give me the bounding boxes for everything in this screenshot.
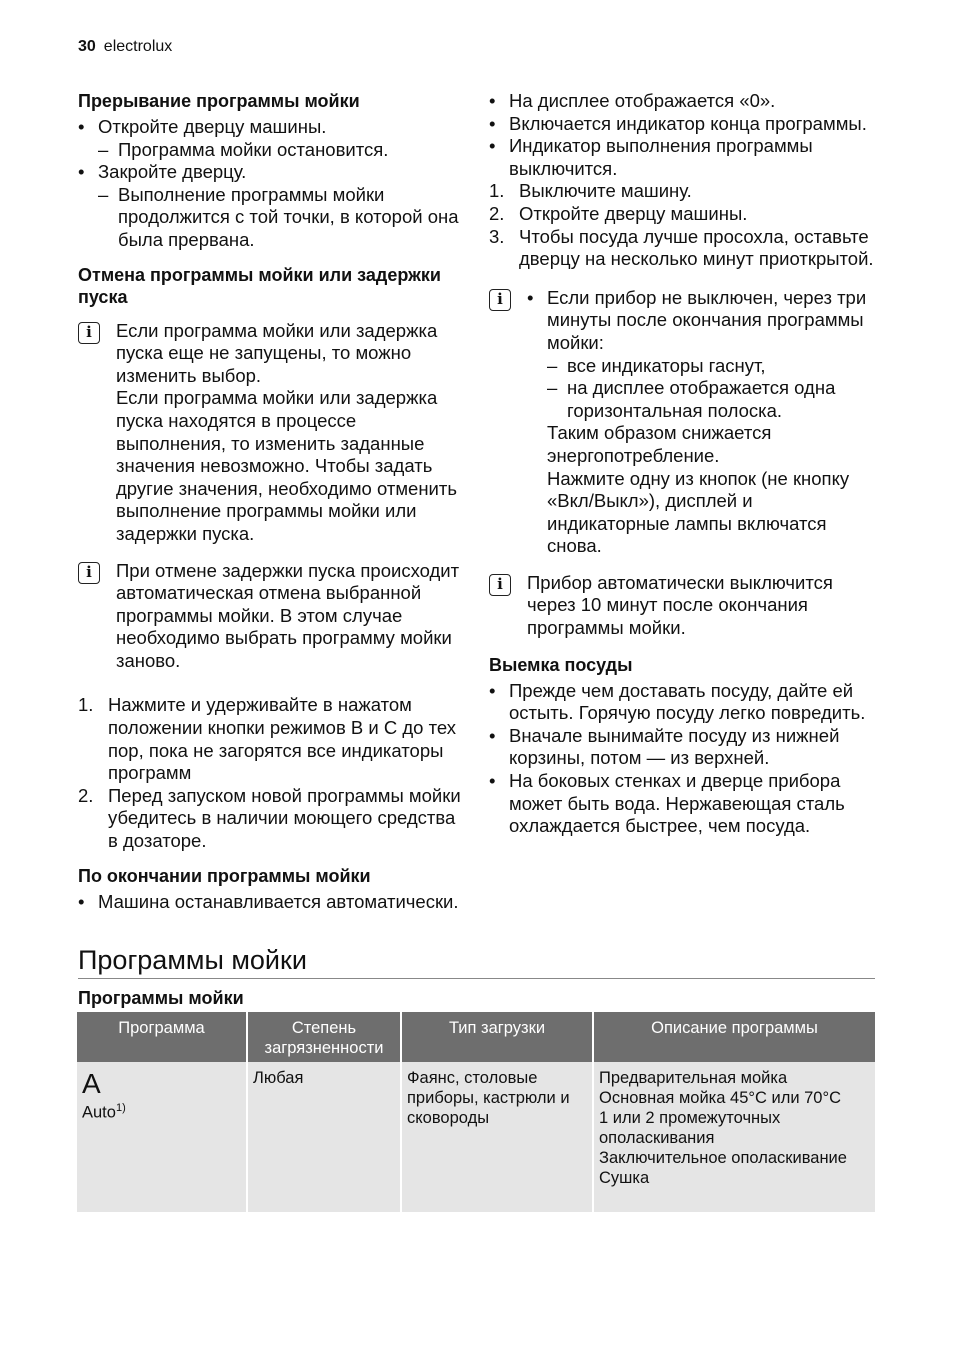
soil-cell: Любая xyxy=(247,1062,401,1212)
list-item: • Закройте дверцу. xyxy=(78,161,468,184)
description-line: Сушка xyxy=(599,1169,650,1187)
step-text: Нажмите и удерживайте в нажатом положении кнопки режимов B и C до тех пор, пока не загорятся все индикаторы программ xyxy=(108,694,456,784)
step-text: Чтобы посуда лучше просохла, оставьте дверцу на несколько минут приоткрытой. xyxy=(519,225,874,270)
interrupt-section xyxy=(78,90,468,252)
info-note xyxy=(78,320,468,546)
list-subitem: – Выполнение программы мойки продолжится с той точки, в которой она была прервана. xyxy=(78,184,468,252)
auto-program-symbol: A xyxy=(82,1068,101,1099)
page-header xyxy=(78,38,172,56)
right-column xyxy=(489,90,879,850)
list-item: • Включается индикатор конца программы. xyxy=(489,113,879,136)
info-icon: i xyxy=(78,562,100,584)
list-item: • Прежде чем доставать посуду, дайте ей остыть. Горячую посуду легко повредить. xyxy=(489,680,879,725)
step-item: 2. Откройте дверцу машины. xyxy=(489,202,748,224)
note-bullet: • Если прибор не выключен, через три минуты после окончания программы мойки: xyxy=(527,287,879,355)
step-text: Выключите машину. xyxy=(519,180,692,202)
info-icon: i xyxy=(78,322,100,344)
brand-name: electrolux xyxy=(103,38,173,55)
interrupt-title: Прерывание программы мойки xyxy=(78,91,360,111)
step-text: Перед запуском новой программы мойки убедитесь в наличии моющего средства в дозаторе. xyxy=(108,784,461,852)
program-name: Auto xyxy=(82,1103,116,1122)
step-text: Откройте дверцу машины. xyxy=(519,202,748,224)
note-text: Прибор автоматически выключится через 10 минут после окончания программы мойки. xyxy=(527,571,833,639)
note-text: Если программа мойки или задержка пуска еще не запущены, то можно изменить выбор. xyxy=(116,319,438,386)
note-text: Таким образом снижается энергопотребление. xyxy=(547,422,772,466)
description-line: Заключительное ополаскивание xyxy=(599,1149,847,1167)
column-header: Тип загрузки xyxy=(401,1012,593,1062)
info-note xyxy=(489,572,879,640)
list-item: • На дисплее отображается «0». xyxy=(489,90,879,113)
step-item: 1. Выключите машину. xyxy=(489,180,692,202)
footnote-marker: 1) xyxy=(115,1102,126,1114)
step-item: 3. Чтобы посуда лучше просохла, оставьте дверцу на несколько минут приоткрытой. xyxy=(489,225,874,270)
info-note xyxy=(489,287,879,558)
step-item: 1. Нажмите и удерживайте в нажатом положении кнопки режимов B и C до тех пор, пока не загорятся все индикаторы программ xyxy=(78,694,456,784)
list-subitem: – Программа мойки остановится. xyxy=(78,139,468,162)
description-line: Основная мойка 45°C или 70°C xyxy=(599,1089,841,1107)
column-header: Описание программы xyxy=(593,1012,875,1062)
end-section xyxy=(78,865,468,914)
note-text: Если программа мойки или задержка пуска находятся в процессе выполнения, то изменить заданные значения невозможно. Чтобы задать другие значения, необходимо отменить выполнение программы мойки или задержки пуска. xyxy=(116,387,457,544)
column-header: Степень загрязненности xyxy=(247,1012,401,1062)
cancel-title: Отмена программы мойки или задержки пуска xyxy=(78,264,441,307)
table-row xyxy=(77,1062,875,1212)
program-cell xyxy=(77,1062,247,1212)
end-steps xyxy=(489,180,879,270)
description-line: 1 или 2 промежуточных ополаскивания xyxy=(599,1109,781,1147)
end-list xyxy=(78,891,468,914)
left-column xyxy=(78,90,468,925)
cancel-steps xyxy=(78,694,468,852)
info-icon: i xyxy=(489,574,511,596)
list-item: • На боковых стенках и дверце прибора может быть вода. Нержавеющая сталь охлаждается быстрее, чем посуда. xyxy=(489,770,879,838)
unload-list xyxy=(489,680,879,838)
list-item: • Машина останавливается автоматически. xyxy=(78,891,468,914)
page-number: 30 xyxy=(78,38,96,55)
description-line: Предварительная мойка xyxy=(599,1069,788,1087)
note-text: Нажмите одну из кнопок (не кнопку «Вкл/Выкл»), дисплей и индикаторные лампы включатся снова. xyxy=(547,467,850,557)
list-item: • Индикатор выполнения программы выключится. xyxy=(489,135,879,180)
description-cell xyxy=(593,1062,875,1212)
step-item: 2. Перед запуском новой программы мойки убедитесь в наличии моющего средства в дозаторе. xyxy=(78,784,461,852)
column-header: Программа xyxy=(77,1012,247,1062)
unload-title: Выемка посуды xyxy=(489,654,633,675)
cancel-section xyxy=(78,264,468,853)
info-note xyxy=(78,560,468,673)
list-item: • Откройте дверцу машины. xyxy=(78,116,468,139)
programs-table xyxy=(77,1012,875,1212)
load-cell: Фаянс, столовые приборы, кастрюли и сковороды xyxy=(401,1062,593,1212)
note-text: При отмене задержки пуска происходит автоматическая отмена выбранной программы мойки. В этом случае необходимо выбрать программу мойки заново. xyxy=(116,559,460,671)
section-title: Программы мойки xyxy=(78,944,875,979)
info-icon: i xyxy=(489,289,511,311)
end-title: По окончании программы мойки xyxy=(78,865,371,886)
list-item: • Вначале вынимайте посуду из нижней корзины, потом — из верхней. xyxy=(489,725,879,770)
note-dash: – все индикаторы гаснут, xyxy=(527,355,879,378)
end-continued-list xyxy=(489,90,879,180)
unload-section xyxy=(489,654,879,838)
interrupt-list xyxy=(78,116,468,252)
table-header-row xyxy=(77,1012,875,1062)
table-title: Программы мойки xyxy=(78,988,244,1008)
note-dash: – на дисплее отображается одна горизонтальная полоска. xyxy=(527,377,879,422)
